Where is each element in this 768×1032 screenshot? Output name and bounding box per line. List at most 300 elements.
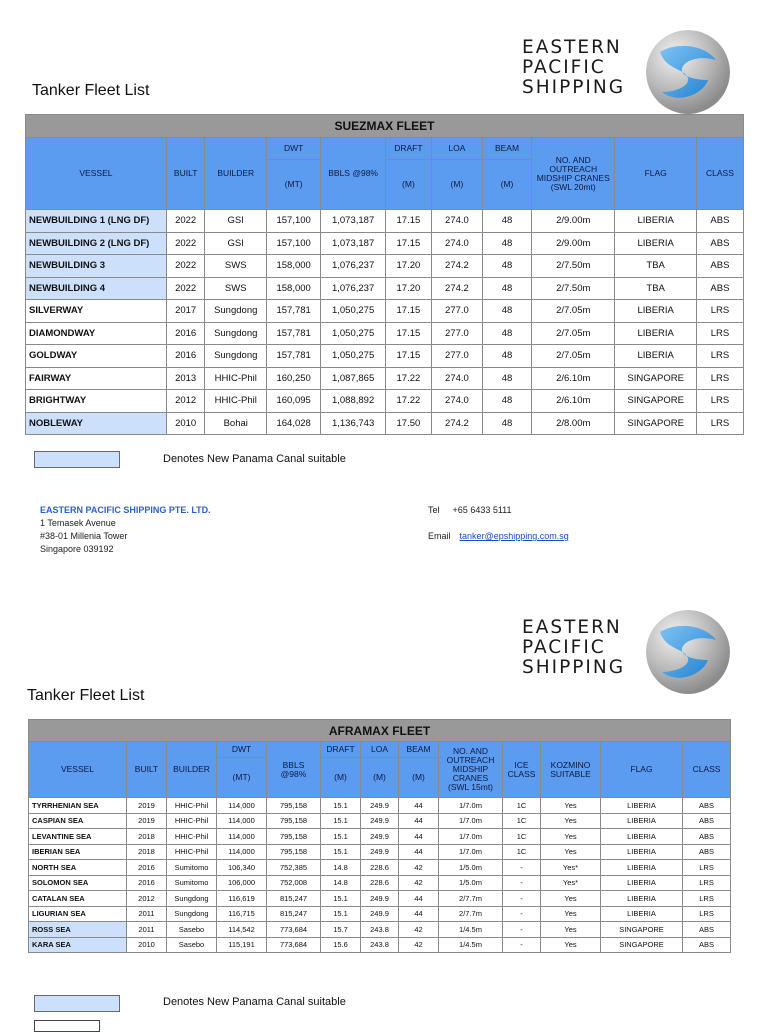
cell-cranes: 2/6.10m xyxy=(532,367,615,390)
col-builder: BUILDER xyxy=(167,742,217,798)
table-row xyxy=(29,875,731,891)
cell-beam: 44 xyxy=(399,813,439,829)
cell-builder: Sumitomo xyxy=(167,875,217,891)
cell-bbls: 1,136,743 xyxy=(321,412,386,435)
cell-loa: 249.9 xyxy=(361,906,399,922)
cell-flag: LIBERIA xyxy=(601,906,683,922)
cell-built: 2012 xyxy=(127,891,167,907)
col-dwt: DWT xyxy=(267,138,321,160)
cell-beam: 42 xyxy=(399,860,439,876)
cell-builder: HHIC-Phil xyxy=(167,844,217,860)
col-beam: BEAM xyxy=(399,742,439,758)
cell-dwt: 114,000 xyxy=(217,844,267,860)
email-link[interactable]: tanker@epshipping.com.sg xyxy=(459,531,569,541)
cell-built: 2018 xyxy=(127,844,167,860)
cell-vessel: NOBLEWAY xyxy=(26,412,167,435)
cell-builder: Sungdong xyxy=(167,891,217,907)
table-row xyxy=(29,937,731,953)
contact-address xyxy=(40,504,211,556)
col-ice-class: ICE CLASS xyxy=(503,742,541,798)
cell-loa: 249.9 xyxy=(361,829,399,845)
col-built: BUILT xyxy=(127,742,167,798)
cell-loa: 274.2 xyxy=(431,412,482,435)
cell-builder: Sungdong xyxy=(167,906,217,922)
cell-cranes: 2/7.05m xyxy=(532,322,615,345)
cell-builder: Sungdong xyxy=(205,300,267,323)
cell-loa: 228.6 xyxy=(361,875,399,891)
cell-dwt: 157,100 xyxy=(267,232,321,255)
cell-flag: LIBERIA xyxy=(601,844,683,860)
cell-dwt: 116,619 xyxy=(217,891,267,907)
cell-flag: LIBERIA xyxy=(615,345,696,368)
contact-tel xyxy=(428,504,512,517)
col-beam-unit: (M) xyxy=(482,160,531,210)
table-row xyxy=(29,891,731,907)
cell-flag: SINGAPORE xyxy=(615,412,696,435)
table-row xyxy=(26,390,744,413)
col-bbls: BBLS @98% xyxy=(267,742,321,798)
company-logo xyxy=(522,618,732,698)
legend-swatch xyxy=(34,995,120,1012)
cell-draft: 17.15 xyxy=(385,345,431,368)
table-row xyxy=(26,277,744,300)
cell-vessel: NEWBUILDING 3 xyxy=(26,255,167,278)
cell-vessel: IBERIAN SEA xyxy=(29,844,127,860)
cell-kozmino: Yes* xyxy=(541,875,601,891)
col-vessel: VESSEL xyxy=(26,138,167,210)
cell-vessel: BRIGHTWAY xyxy=(26,390,167,413)
col-vessel: VESSEL xyxy=(29,742,127,798)
cell-cranes: 1/5.0m xyxy=(439,875,503,891)
cell-dwt: 114,000 xyxy=(217,829,267,845)
cell-vessel: NEWBUILDING 2 (LNG DF) xyxy=(26,232,167,255)
cell-loa: 274.2 xyxy=(431,277,482,300)
cell-vessel: CASPIAN SEA xyxy=(29,813,127,829)
cell-bbls: 795,158 xyxy=(267,829,321,845)
cell-built: 2010 xyxy=(166,412,205,435)
cell-flag: LIBERIA xyxy=(615,210,696,233)
aframax-fleet-table xyxy=(28,719,731,953)
cell-flag: SINGAPORE xyxy=(615,390,696,413)
cell-cranes: 2/7.7m xyxy=(439,891,503,907)
col-loa-unit: (M) xyxy=(361,758,399,798)
cell-ice: 1C xyxy=(503,829,541,845)
table-row xyxy=(29,922,731,938)
cell-built: 2022 xyxy=(166,210,205,233)
cell-builder: Sasebo xyxy=(167,937,217,953)
cell-vessel: NEWBUILDING 1 (LNG DF) xyxy=(26,210,167,233)
cell-flag: LIBERIA xyxy=(601,860,683,876)
cell-vessel: DIAMONDWAY xyxy=(26,322,167,345)
cell-builder: HHIC-Phil xyxy=(167,829,217,845)
cell-beam: 44 xyxy=(399,906,439,922)
cell-draft: 17.15 xyxy=(385,232,431,255)
col-bbls: BBLS @98% xyxy=(321,138,386,210)
cell-flag: LIBERIA xyxy=(601,891,683,907)
address-line: Singapore 039192 xyxy=(40,544,114,554)
cell-beam: 48 xyxy=(482,300,531,323)
cell-cls: ABS xyxy=(696,232,743,255)
cell-built: 2022 xyxy=(166,232,205,255)
cell-draft: 15.7 xyxy=(321,922,361,938)
cell-dwt: 160,250 xyxy=(267,367,321,390)
cell-beam: 44 xyxy=(399,891,439,907)
cell-draft: 15.1 xyxy=(321,844,361,860)
email-label: Email xyxy=(428,531,451,541)
cell-built: 2016 xyxy=(166,322,205,345)
cell-dwt: 160,095 xyxy=(267,390,321,413)
col-cranes: NO. AND OUTREACH MIDSHIP CRANES (SWL 15mt) xyxy=(439,742,503,798)
cell-cls: ABS xyxy=(683,829,731,845)
cell-cranes: 1/7.0m xyxy=(439,844,503,860)
logo-wordmark: EASTERN PACIFIC SHIPPING xyxy=(522,37,626,98)
cell-flag: LIBERIA xyxy=(601,798,683,814)
fleet-band-title: SUEZMAX FLEET xyxy=(26,115,744,138)
cell-cranes: 2/7.05m xyxy=(532,300,615,323)
cell-loa: 274.0 xyxy=(431,232,482,255)
cell-kozmino: Yes xyxy=(541,829,601,845)
cell-builder: Bohai xyxy=(205,412,267,435)
cell-cls: LRS xyxy=(696,322,743,345)
cell-draft: 15.1 xyxy=(321,829,361,845)
table-row xyxy=(26,345,744,368)
cell-dwt: 164,028 xyxy=(267,412,321,435)
cell-vessel: LEVANTINE SEA xyxy=(29,829,127,845)
cell-built: 2012 xyxy=(166,390,205,413)
cell-ice: - xyxy=(503,891,541,907)
col-draft: DRAFT xyxy=(385,138,431,160)
cell-cranes: 1/7.0m xyxy=(439,813,503,829)
cell-draft: 15.6 xyxy=(321,937,361,953)
page-title: Tanker Fleet List xyxy=(32,82,150,99)
cell-dwt: 158,000 xyxy=(267,255,321,278)
cell-kozmino: Yes xyxy=(541,798,601,814)
legend-swatch-partial xyxy=(34,1020,100,1032)
cell-vessel: SILVERWAY xyxy=(26,300,167,323)
cell-loa: 243.8 xyxy=(361,922,399,938)
cell-builder: Sungdong xyxy=(205,345,267,368)
address-line: #38-01 Millenia Tower xyxy=(40,531,128,541)
col-dwt-unit: (MT) xyxy=(267,160,321,210)
cell-vessel: NORTH SEA xyxy=(29,860,127,876)
legend-swatch xyxy=(34,451,120,468)
cell-bbls: 1,050,275 xyxy=(321,345,386,368)
cell-flag: SINGAPORE xyxy=(601,937,683,953)
cell-dwt: 115,191 xyxy=(217,937,267,953)
cell-builder: SWS xyxy=(205,255,267,278)
cell-ice: - xyxy=(503,906,541,922)
cell-vessel: ROSS SEA xyxy=(29,922,127,938)
cell-bbls: 795,158 xyxy=(267,813,321,829)
cell-built: 2019 xyxy=(127,798,167,814)
table-row xyxy=(29,813,731,829)
cell-loa: 243.8 xyxy=(361,937,399,953)
company-name: EASTERN PACIFIC SHIPPING PTE. LTD. xyxy=(40,505,211,515)
legend-text: Denotes New Panama Canal suitable xyxy=(163,996,346,1008)
cell-bbls: 1,076,237 xyxy=(321,255,386,278)
table-row xyxy=(26,322,744,345)
cell-beam: 48 xyxy=(482,277,531,300)
table-row xyxy=(26,412,744,435)
table-row xyxy=(26,210,744,233)
cell-built: 2019 xyxy=(127,813,167,829)
cell-beam: 48 xyxy=(482,345,531,368)
cell-draft: 14.8 xyxy=(321,860,361,876)
cell-built: 2010 xyxy=(127,937,167,953)
cell-dwt: 157,781 xyxy=(267,300,321,323)
table-row xyxy=(29,829,731,845)
cell-cls: LRS xyxy=(696,300,743,323)
cell-beam: 48 xyxy=(482,322,531,345)
cell-loa: 228.6 xyxy=(361,860,399,876)
cell-dwt: 157,781 xyxy=(267,322,321,345)
cell-cranes: 1/4.5m xyxy=(439,937,503,953)
cell-builder: Sasebo xyxy=(167,922,217,938)
table-row xyxy=(26,232,744,255)
cell-built: 2013 xyxy=(166,367,205,390)
logo-wordmark: EASTERN PACIFIC SHIPPING xyxy=(522,617,626,678)
table-row xyxy=(26,300,744,323)
cell-draft: 15.1 xyxy=(321,891,361,907)
cell-vessel: GOLDWAY xyxy=(26,345,167,368)
cell-cls: ABS xyxy=(696,210,743,233)
cell-loa: 274.0 xyxy=(431,367,482,390)
cell-cranes: 1/4.5m xyxy=(439,922,503,938)
cell-kozmino: Yes xyxy=(541,844,601,860)
cell-beam: 48 xyxy=(482,367,531,390)
cell-bbls: 1,076,237 xyxy=(321,277,386,300)
legend-text: Denotes New Panama Canal suitable xyxy=(163,453,346,465)
cell-builder: HHIC-Phil xyxy=(167,813,217,829)
cell-dwt: 114,000 xyxy=(217,798,267,814)
cell-built: 2022 xyxy=(166,255,205,278)
cell-beam: 44 xyxy=(399,829,439,845)
table-row xyxy=(29,844,731,860)
cell-builder: HHIC-Phil xyxy=(205,367,267,390)
col-dwt-unit: (MT) xyxy=(217,758,267,798)
cell-draft: 17.20 xyxy=(385,277,431,300)
cell-cranes: 2/6.10m xyxy=(532,390,615,413)
cell-bbls: 815,247 xyxy=(267,906,321,922)
cell-builder: GSI xyxy=(205,232,267,255)
cell-bbls: 1,073,187 xyxy=(321,210,386,233)
cell-cranes: 1/7.0m xyxy=(439,829,503,845)
cell-flag: LIBERIA xyxy=(615,232,696,255)
cell-cls: LRS xyxy=(683,891,731,907)
cell-builder: Sumitomo xyxy=(167,860,217,876)
company-logo xyxy=(522,38,732,118)
contact-email xyxy=(428,530,569,543)
cell-flag: TBA xyxy=(615,277,696,300)
cell-cranes: 1/7.0m xyxy=(439,798,503,814)
cell-cranes: 2/8.00m xyxy=(532,412,615,435)
cell-cranes: 2/7.7m xyxy=(439,906,503,922)
cell-ice: 1C xyxy=(503,813,541,829)
cell-bbls: 815,247 xyxy=(267,891,321,907)
cell-cranes: 2/7.50m xyxy=(532,277,615,300)
cell-cls: ABS xyxy=(683,937,731,953)
cell-draft: 17.15 xyxy=(385,210,431,233)
cell-beam: 48 xyxy=(482,255,531,278)
cell-cranes: 1/5.0m xyxy=(439,860,503,876)
cell-loa: 249.9 xyxy=(361,813,399,829)
cell-flag: TBA xyxy=(615,255,696,278)
col-builder: BUILDER xyxy=(205,138,267,210)
table-row xyxy=(29,906,731,922)
cell-flag: LIBERIA xyxy=(601,813,683,829)
cell-draft: 14.8 xyxy=(321,875,361,891)
col-loa: LOA xyxy=(361,742,399,758)
cell-bbls: 1,087,865 xyxy=(321,367,386,390)
cell-dwt: 158,000 xyxy=(267,277,321,300)
cell-flag: SINGAPORE xyxy=(615,367,696,390)
cell-cls: ABS xyxy=(683,844,731,860)
cell-bbls: 1,088,892 xyxy=(321,390,386,413)
cell-built: 2011 xyxy=(127,922,167,938)
cell-flag: LIBERIA xyxy=(615,300,696,323)
cell-beam: 48 xyxy=(482,210,531,233)
cell-dwt: 116,715 xyxy=(217,906,267,922)
cell-bbls: 795,158 xyxy=(267,844,321,860)
table-row xyxy=(29,798,731,814)
cell-dwt: 157,781 xyxy=(267,345,321,368)
cell-ice: - xyxy=(503,937,541,953)
cell-beam: 44 xyxy=(399,844,439,860)
tel-label: Tel xyxy=(428,505,440,515)
cell-vessel: LIGURIAN SEA xyxy=(29,906,127,922)
col-draft-unit: (M) xyxy=(385,160,431,210)
cell-builder: Sungdong xyxy=(205,322,267,345)
cell-beam: 48 xyxy=(482,412,531,435)
cell-cranes: 2/7.50m xyxy=(532,255,615,278)
cell-bbls: 795,158 xyxy=(267,798,321,814)
cell-draft: 15.1 xyxy=(321,813,361,829)
cell-dwt: 157,100 xyxy=(267,210,321,233)
col-cranes: NO. AND OUTREACH MIDSHIP CRANES (SWL 20mt) xyxy=(532,138,615,210)
cell-loa: 274.0 xyxy=(431,210,482,233)
cell-bbls: 752,385 xyxy=(267,860,321,876)
cell-builder: GSI xyxy=(205,210,267,233)
cell-beam: 42 xyxy=(399,937,439,953)
cell-bbls: 1,073,187 xyxy=(321,232,386,255)
cell-kozmino: Yes xyxy=(541,813,601,829)
col-loa: LOA xyxy=(431,138,482,160)
cell-cls: LRS xyxy=(683,906,731,922)
cell-draft: 17.20 xyxy=(385,255,431,278)
col-beam: BEAM xyxy=(482,138,531,160)
cell-loa: 274.2 xyxy=(431,255,482,278)
cell-bbls: 752,008 xyxy=(267,875,321,891)
cell-bbls: 1,050,275 xyxy=(321,322,386,345)
cell-cls: ABS xyxy=(696,277,743,300)
cell-cls: LRS xyxy=(696,412,743,435)
cell-kozmino: Yes xyxy=(541,906,601,922)
cell-vessel: NEWBUILDING 4 xyxy=(26,277,167,300)
cell-dwt: 114,000 xyxy=(217,813,267,829)
cell-dwt: 106,340 xyxy=(217,860,267,876)
cell-flag: LIBERIA xyxy=(615,322,696,345)
cell-cls: LRS xyxy=(696,390,743,413)
page-title: Tanker Fleet List xyxy=(27,687,145,704)
cell-bbls: 773,684 xyxy=(267,922,321,938)
cell-draft: 17.15 xyxy=(385,300,431,323)
cell-loa: 277.0 xyxy=(431,345,482,368)
address-line: 1 Temasek Avenue xyxy=(40,518,116,528)
col-draft-unit: (M) xyxy=(321,758,361,798)
cell-ice: 1C xyxy=(503,844,541,860)
cell-bbls: 773,684 xyxy=(267,937,321,953)
cell-dwt: 106,000 xyxy=(217,875,267,891)
cell-beam: 48 xyxy=(482,232,531,255)
col-draft: DRAFT xyxy=(321,742,361,758)
cell-draft: 17.15 xyxy=(385,322,431,345)
col-class: CLASS xyxy=(696,138,743,210)
logo-sphere-icon xyxy=(646,30,730,114)
cell-cls: ABS xyxy=(683,813,731,829)
col-flag: FLAG xyxy=(601,742,683,798)
cell-loa: 249.9 xyxy=(361,844,399,860)
cell-loa: 277.0 xyxy=(431,322,482,345)
cell-built: 2017 xyxy=(166,300,205,323)
table-row xyxy=(29,860,731,876)
col-beam-unit: (M) xyxy=(399,758,439,798)
col-class: CLASS xyxy=(683,742,731,798)
cell-cls: ABS xyxy=(683,922,731,938)
cell-flag: SINGAPORE xyxy=(601,922,683,938)
cell-ice: - xyxy=(503,860,541,876)
cell-cls: ABS xyxy=(696,255,743,278)
cell-loa: 249.9 xyxy=(361,891,399,907)
suezmax-fleet-table xyxy=(25,114,744,435)
cell-cls: LRS xyxy=(683,875,731,891)
cell-cranes: 2/9.00m xyxy=(532,232,615,255)
cell-builder: HHIC-Phil xyxy=(167,798,217,814)
cell-beam: 48 xyxy=(482,390,531,413)
cell-cls: LRS xyxy=(696,367,743,390)
cell-draft: 15.1 xyxy=(321,906,361,922)
fleet-band-title: AFRAMAX FLEET xyxy=(29,720,731,742)
cell-beam: 42 xyxy=(399,875,439,891)
cell-flag: LIBERIA xyxy=(601,829,683,845)
col-kozmino: KOZMINO SUITABLE xyxy=(541,742,601,798)
cell-builder: HHIC-Phil xyxy=(205,390,267,413)
col-loa-unit: (M) xyxy=(431,160,482,210)
cell-cls: ABS xyxy=(683,798,731,814)
cell-vessel: FAIRWAY xyxy=(26,367,167,390)
cell-vessel: KARA SEA xyxy=(29,937,127,953)
cell-cranes: 2/9.00m xyxy=(532,210,615,233)
cell-kozmino: Yes* xyxy=(541,860,601,876)
tel-number: +65 6433 5111 xyxy=(452,505,512,515)
col-flag: FLAG xyxy=(615,138,696,210)
cell-builder: SWS xyxy=(205,277,267,300)
cell-vessel: SOLOMON SEA xyxy=(29,875,127,891)
cell-built: 2018 xyxy=(127,829,167,845)
cell-draft: 17.22 xyxy=(385,367,431,390)
cell-cranes: 2/7.05m xyxy=(532,345,615,368)
table-row xyxy=(26,367,744,390)
cell-flag: LIBERIA xyxy=(601,875,683,891)
cell-ice: 1C xyxy=(503,798,541,814)
cell-built: 2016 xyxy=(127,875,167,891)
col-built: BUILT xyxy=(166,138,205,210)
cell-cls: LRS xyxy=(696,345,743,368)
cell-loa: 249.9 xyxy=(361,798,399,814)
table-row xyxy=(26,255,744,278)
cell-loa: 277.0 xyxy=(431,300,482,323)
col-dwt: DWT xyxy=(217,742,267,758)
cell-ice: - xyxy=(503,875,541,891)
